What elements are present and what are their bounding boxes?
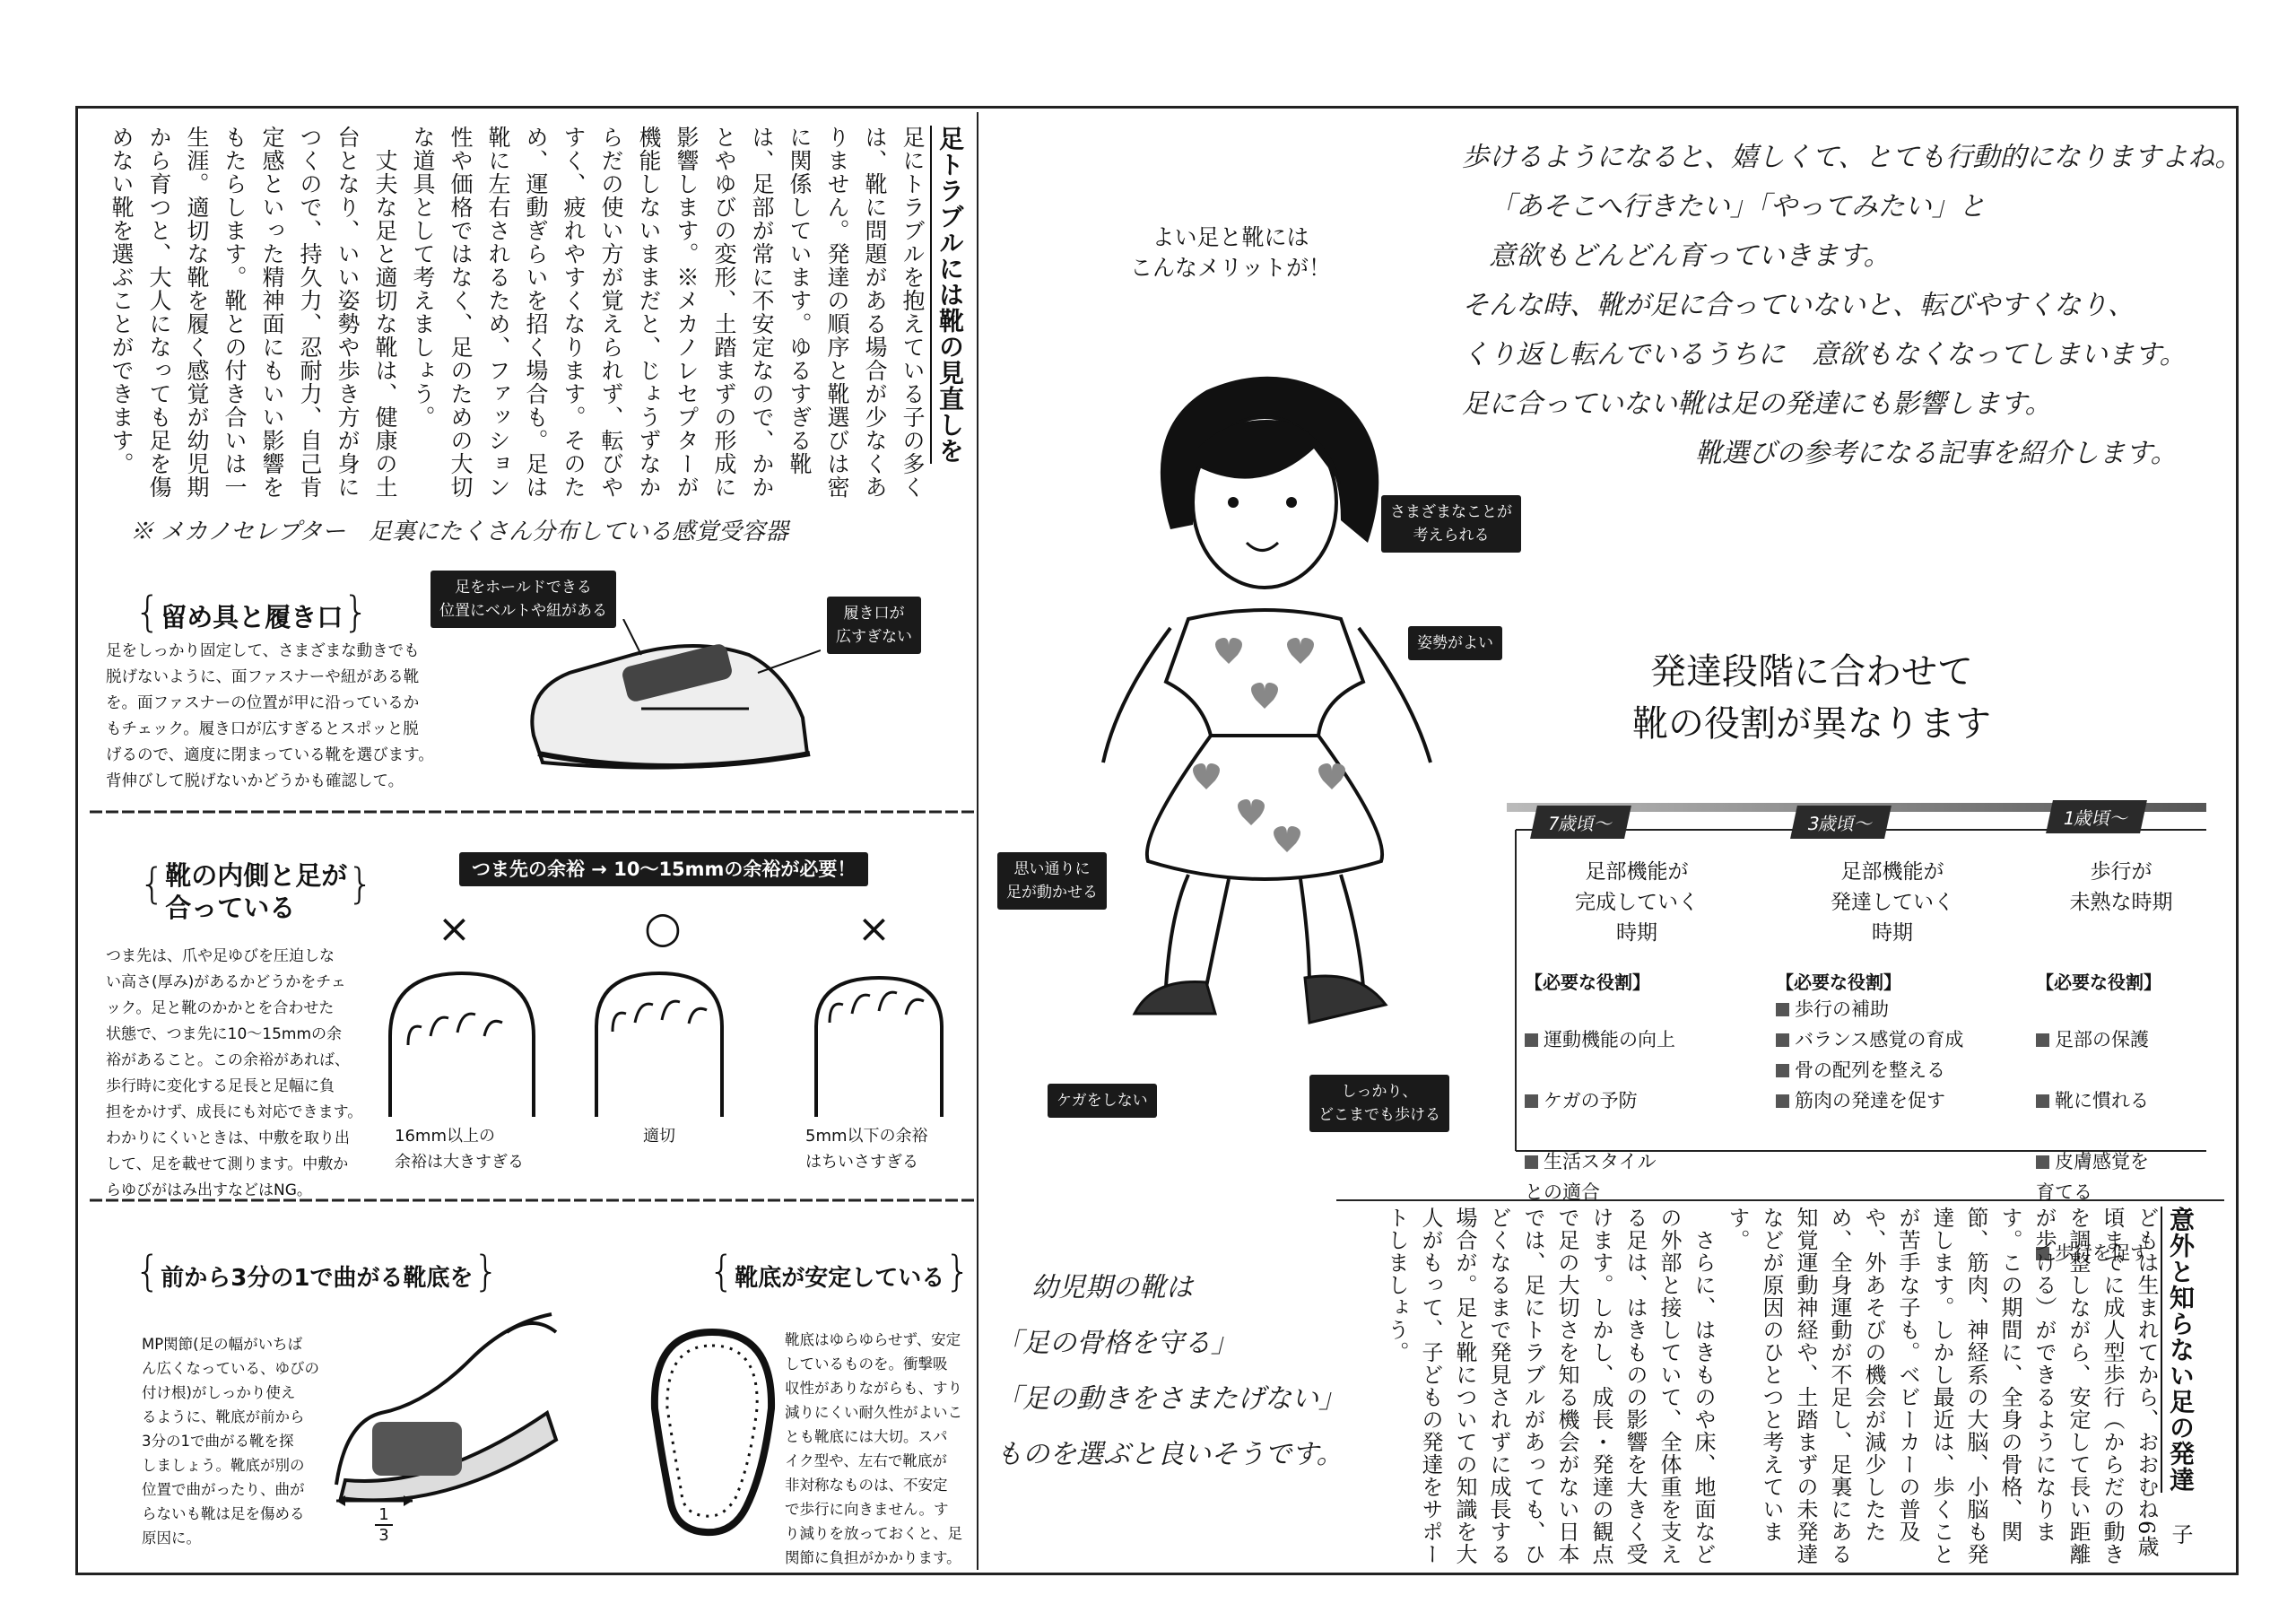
development-body: 子どもは生まれてから、おおむね6歳頃までに成人型歩行（からだの動きを調整しながら、安定して長い距離が歩ける）ができるようになります。この期間に、全身の骨格、関節、筋肉、神経系の大脳、小脳も発達します。しかし最近は、歩くことが苦手な子も。ベビーカーの普及や、外あそびの機会が減少したため、全身運動が不足し、足裏にある知覚運動神経や、土踏まずの未発達などが原因のひとつと考えています。 さらに、はきものや床、地面などの外部と接していて、全体重を支える足は、はきものの影響を大きく受けます。しかし、成長・発達の観点で足の大切さを知る機会がない日本では、足にトラブルがあっても、ひどくなるまで発見されずに成長する場合が。足と靴についての知識を大人がもって、子どもの発達をサポートしましょう。: [1384, 1207, 2193, 1565]
caption-too-large: 16mm以上の 余裕は大きすぎる: [395, 1127, 524, 1172]
stage-7-badge: 7歳頃〜: [1530, 806, 1631, 839]
section-fastener-heading: {留め具と履き口}: [135, 588, 370, 636]
girl-illustration: [1054, 359, 1484, 1059]
girl-caption: よい足と靴には こんなメリットが！: [1130, 224, 1332, 281]
note-top-line-6: 足に合っていない靴は足の発達にも影響します。: [1462, 388, 2052, 420]
development-title: 意外と知らない足の発達: [2161, 1207, 2196, 1493]
tag-no-injury: ケガをしない: [1048, 1084, 1157, 1118]
section-fastener-body: 足をしっかり固定して、さまざまな動きでも 脱げないように、面ファスナーや紐がある靴 を。面ファスナーの位置が甲に沿っているか もチェック。履き口が広すぎるとスポッと脱 げるので、適度に閉まっている靴を選びます。 背伸びして脱げないかどうかも確認して。: [106, 642, 434, 790]
stage-3-role-1: 歩行の補助: [1776, 994, 2009, 1024]
intro-body: 足にトラブルを抱えている子の多くは、靴に問題がある場合が少なくありません。発達の順序と靴選びは密に関係しています。ゆるすぎる靴は、足部が常に不安定なので、かかとやゆびの変形、土踏まずの形成に影響します。※メカノレセプターが機能しないままだと、じょうずなからだの使い方が覚えられず、転びやすく、疲れやすくなります。そのため、運動ぎらいを招く場合も。足は靴に左右されるため、ファッション性や価格ではなく、足のための大切な道具として考えましょう。 丈夫な足と適切な靴は、健康の土台となり、いい姿勢や歩き方が身につくので、持久力、忍耐力、自己肯定感といった精神面にもいい影響をもたらします。靴との付き合いは一生涯。適切な靴を履く感覚が幼児期から育つと、大人になっても足を傷めない靴を選ぶことができます。: [109, 126, 926, 499]
toe-fit-illustrations: [381, 964, 973, 1117]
stage-7-role-2: ケガの予防: [1525, 1085, 1749, 1116]
tag-walk-far: しっかり、 どこまでも歩ける: [1309, 1075, 1449, 1132]
stage-1-role-3: 皮膚感覚を 育てる: [2036, 1146, 2206, 1207]
intro-title: 足トラブルには靴の見直しを: [930, 126, 965, 464]
tag-foot-control: 思い通りに 足が動かせる: [997, 852, 1107, 910]
stage-3-role-4: 筋肉の発達を促す: [1776, 1085, 2009, 1116]
stage-3-role-2: バランス感覚の育成: [1776, 1024, 2009, 1055]
section-sole-stable-heading: {靴底が安定している}: [709, 1247, 971, 1295]
note-top-line-7: 靴選びの参考になる記事を紹介します。: [1695, 438, 2178, 469]
note-top-line-1: 歩けるようになると、嬉しくて、とても行動的になりますよね。: [1462, 142, 2242, 173]
handwritten-note-top: [1462, 133, 2241, 478]
caption-too-small: 5mm以下の余裕 はちいさすぎる: [805, 1127, 928, 1172]
section-fit-title: 靴の内側と足が 合っている: [165, 860, 348, 923]
stage-7-role-1: 運動機能の向上: [1525, 1024, 1749, 1055]
stage-1-role-label: 【必要な役割】: [2036, 972, 2161, 993]
stage-3-role-label: 【必要な役割】: [1776, 972, 1901, 993]
stage-1-role-4: 歩行を促す: [2036, 1238, 2206, 1268]
toe-space-banner: つま先の余裕 → 10〜15mmの余裕が必要！: [459, 852, 868, 886]
tag-posture: 姿勢がよい: [1408, 626, 1502, 660]
note-center-line-1: 幼児期の靴は: [1031, 1272, 1193, 1303]
fraction-numerator: 1: [378, 1505, 389, 1524]
note-top-line-3: 意欲もどんどん育っていきます。: [1489, 240, 1891, 272]
mark-correct: ○: [644, 902, 682, 953]
stage-7-role-3: 生活スタイル との適合: [1525, 1146, 1749, 1207]
stages-heading: 発達段階に合わせて 靴の役割が異なります: [1632, 651, 1991, 745]
mark-too-large: ×: [438, 906, 471, 952]
section-sole-bend-heading: {前から3分の1で曲がる靴底を}: [135, 1247, 500, 1295]
stage-1-desc: 歩行が 未熟な時期: [2069, 860, 2173, 914]
mark-too-small: ×: [857, 906, 891, 952]
handwritten-note-center: [996, 1260, 1345, 1483]
section-sole-bend-title: 前から3分の1で曲がる靴底を: [161, 1265, 474, 1292]
section-sole-bend-body: MP関節(足の幅がいちば ん広くなっている、ゆびの 付け根)がしっかり使え るように、靴底が前から 3分の1で曲がる靴を探 しましょう。靴底が別の 位置で曲がったり、曲が らないも靴は足を傷める 原因に。: [142, 1336, 319, 1547]
stage-1-badge: 1歳頃〜: [2046, 800, 2147, 833]
note-center-line-2: 「足の骨格を守る」: [996, 1328, 1238, 1359]
stage-7-role-label: 【必要な役割】: [1525, 972, 1650, 993]
tag-thinking: さまざまなことが 考えられる: [1381, 495, 1521, 553]
tag-hold-position: 足をホールドできる 位置にベルトや紐がある: [430, 571, 616, 628]
note-center-line-4: ものを選ぶと良いそうです。: [996, 1439, 1344, 1470]
caption-correct: 適切: [643, 1127, 675, 1146]
stage-7-desc: 足部機能が 完成していく 時期: [1575, 860, 1699, 945]
stage-7-roles: [1525, 994, 1749, 1238]
intro-footnote: ※ メカノセレプター 足裏にたくさん分布している感覚受容器: [130, 519, 789, 545]
shoe-illustration: [516, 619, 821, 789]
stage-1-role-1: 足部の保護: [2036, 1024, 2206, 1055]
section-fit-heading: {靴の内側と足が 合っている }: [139, 859, 374, 923]
fraction-denominator: 3: [375, 1524, 393, 1545]
note-top-line-4: そんな時、靴が足に合っていないと、転びやすくなり、: [1462, 290, 2135, 321]
stage-1-role-2: 靴に慣れる: [2036, 1085, 2206, 1116]
section-sole-stable-title: 靴底が安定している: [735, 1265, 945, 1292]
stage-3-role-3: 骨の配列を整える: [1776, 1055, 2009, 1085]
stage-3-column: [1776, 857, 2009, 1116]
stage-3-desc: 足部機能が 発達していく 時期: [1831, 860, 1954, 945]
sole-illustration: [648, 1328, 778, 1538]
bending-shoe-illustration: [327, 1305, 565, 1512]
section-fit-body: つま先は、爪や足ゆびを圧迫しな い高さ(厚み)があるかどうかをチェ ック。足と靴のかかとを合わせた 状態で、つま先に10〜15mmの余 裕があること。この余裕があれば、 歩行時に変化する足長と足幅に負 担をかけず、成長にも対応できます。 わかりにくいときは、中敷を取り出 して、足を載せて測ります。中敷か らゆびがはみ出すなどはNG。: [106, 947, 363, 1199]
note-center-line-3: 「足の動きをさまたげない」: [996, 1383, 1345, 1415]
note-top-line-5: くり返し転んでいるうちに 意欲もなくなってしまいます。: [1462, 339, 2187, 370]
section-sole-stable-body: 靴底はゆらゆらせず、安定 しているものを。衝撃吸 収性がありながらも、すり 減りにくい耐久性がよいこ とも靴底には大切。スパ イク型や、左右で靴底が 非対称なものは、不安定 で歩行に向きません。す り減りを放っておくと、足 関節に負担がかかります。: [785, 1331, 962, 1566]
development-article: [1345, 1207, 2197, 1565]
note-top-line-2: 「あそこへ行きたい」「やってみたい」と: [1489, 191, 1986, 222]
stage-3-roles: [1776, 994, 2009, 1116]
stage-3-badge: 3歳頃〜: [1790, 806, 1892, 839]
stage-7-column: [1525, 857, 1749, 1238]
fraction-one-third: [375, 1505, 393, 1545]
section-fastener-title: 留め具と履き口: [161, 602, 344, 632]
tag-shoe-mouth: 履き口が 広すぎない: [827, 597, 921, 654]
intro-article: [109, 126, 969, 511]
